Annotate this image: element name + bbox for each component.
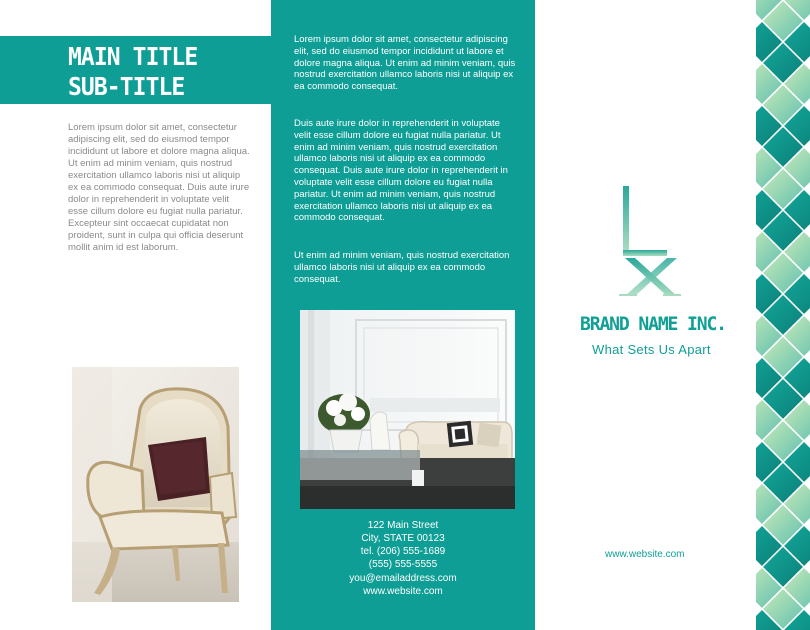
armchair-photo (72, 367, 239, 602)
diamond-border (756, 0, 810, 630)
middle-panel (271, 0, 535, 630)
sub-title: SUB-TITLE (68, 72, 185, 101)
middle-paragraph-2: Duis aute irure dolor in reprehenderit in voluptate velit esse cillum dolore eu fugiat nulla pariatur. Ut enim ad minim veniam, quis nostrud exercitation ullamco laboris nisi ut aliquip ex ea commodo consequat. Duis aute irure dolor in reprehenderit in voluptate velit esse cillum dolore eu fugiat nulla pariatur. Ut enim ad minim veniam, quis nostrud exercitation ullamco laboris nisi ut aliquip ex ea commodo consequat. (294, 118, 508, 224)
brand-name: BRAND NAME INC. (580, 313, 726, 335)
contact-city: City, STATE 00123 (361, 533, 445, 544)
main-title: MAIN TITLE (68, 42, 198, 71)
living-room-photo (300, 310, 515, 509)
chair-logo-icon (615, 180, 685, 300)
contact-website[interactable]: www.website.com (363, 586, 443, 597)
middle-paragraph-3: Ut enim ad minim veniam, quis nostrud exercitation ullamco laboris nisi ut aliquip ex ea commodo consequat. (294, 250, 510, 285)
middle-paragraph-1: Lorem ipsum dolor sit amet, consectetur adipiscing elit, sed do eiusmod tempor incididunt ut labore et dolore magna aliqua. Ut enim ad minim veniam, quis nostrud exercitation ullamco laboris nisi ut aliquip ex ea commodo consequat. (294, 34, 516, 93)
left-panel (0, 0, 271, 630)
website-link[interactable]: www.website.com (605, 549, 685, 560)
left-body-text: Lorem ipsum dolor sit amet, consectetur adipiscing elit, sed do eiusmod tempor incididunt ut labore et dolore magna aliqua. Ut enim ad minim veniam, quis nostrud exercitation ullamco laboris nisi ut aliquip ex ea commodo consequat. Duis aute irure dolor in reprehenderit in voluptate velit esse cillum dolore eu fugiat nulla pariatur. Excepteur sint occaecat cupidatat non proident, sunt in culpa qui officia deserunt mollit anim id est laborum. (68, 122, 250, 253)
right-panel (535, 0, 810, 630)
tagline: What Sets Us Apart (592, 342, 711, 357)
contact-tel: tel. (206) 555-1689 (360, 546, 446, 557)
contact-street: 122 Main Street (367, 520, 439, 531)
contact-email[interactable]: you@emailaddress.com (349, 573, 457, 584)
contact-fax: (555) 555-5555 (368, 559, 438, 570)
